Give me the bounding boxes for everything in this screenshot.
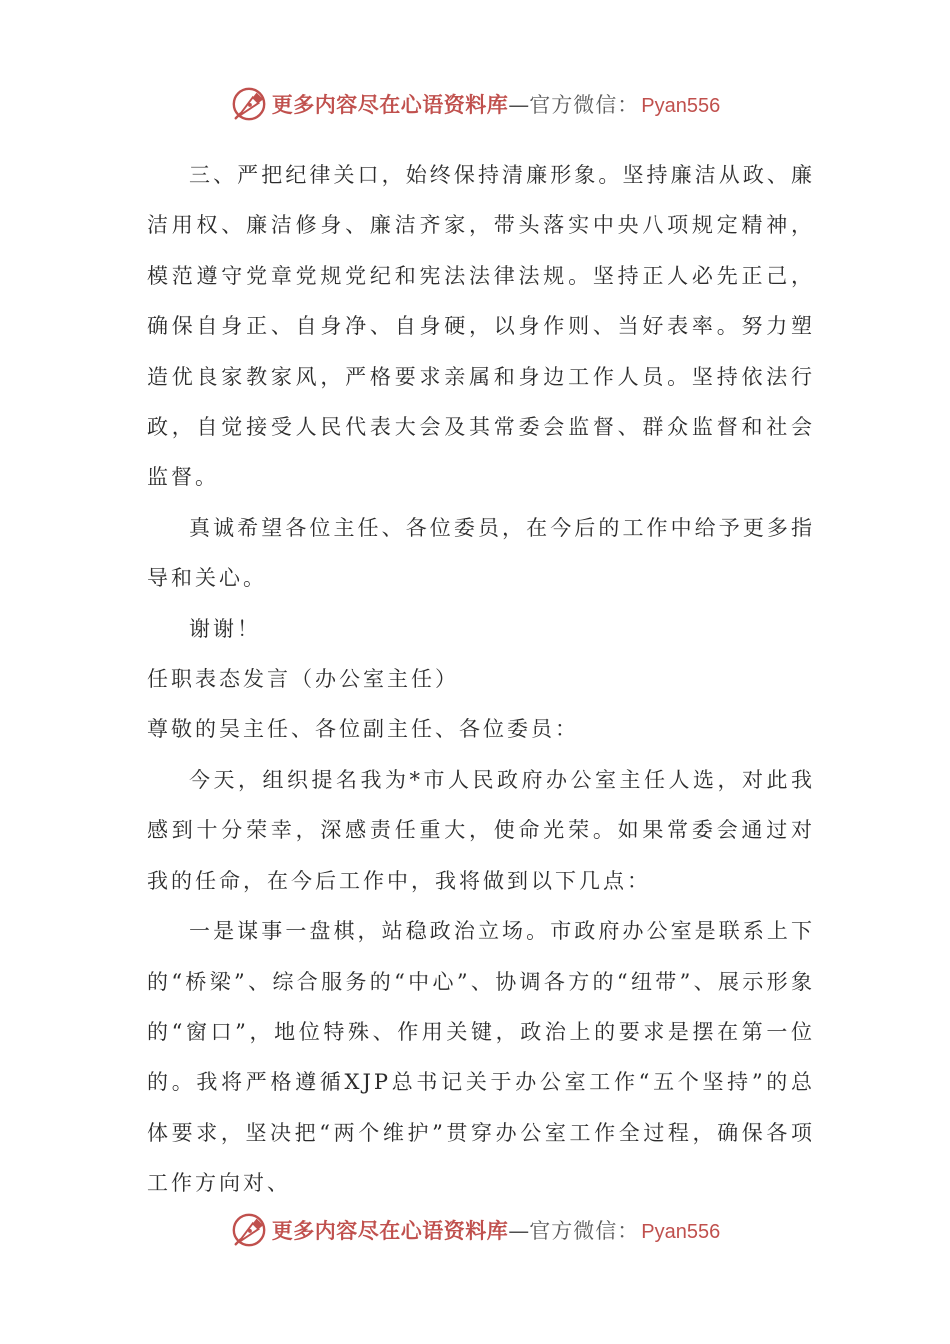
watermark-banner-top [0,84,950,124]
speech-title: 任职表态发言（办公室主任） [147,667,459,692]
watermark-brand: 更多内容尽在心语资料库 [271,1218,509,1243]
watermark-brand: 更多内容尽在心语资料库 [271,92,509,117]
paragraph-thanks: 谢谢！ [189,616,261,641]
paragraph-hope: 真诚希望各位主任、各位委员，在今后的工作中给予更多指导和关心。 [147,515,815,591]
salutation: 尊敬的吴主任、各位副主任、各位委员： [147,717,579,742]
watermark-wechat-label: 官方微信： [529,1219,640,1243]
paragraph-discipline: 三、严把纪律关口，始终保持清廉形象。坚持廉洁从政、廉洁用权、廉洁修身、廉洁齐家，带头落实中央八项规定精神，模范遵守党章党规党纪和宪法法律法规。坚持正人必先正己，确保自身正、自身净、自身硬，以身作则、当好表率。努力塑造优良家教家风，严格要求亲属和身边工作人员。坚持依法行政，自觉接受人民代表大会及其常委会监督、群众监督和社会监督。 [147,163,815,490]
watermark-wechat-id: Pyan556 [641,95,721,117]
document-body [147,150,815,1209]
watermark-banner-bottom [0,1210,950,1250]
pen-nib-logo-icon [230,85,268,123]
watermark-dash: — [508,93,530,117]
pen-nib-logo-icon [230,1211,268,1249]
watermark-wechat-id: Pyan556 [641,1221,721,1243]
watermark-wechat-label: 官方微信： [529,93,640,117]
paragraph-point-one: 一是谋事一盘棋，站稳政治立场。市政府办公室是联系上下的“桥梁”、综合服务的“中心”、协调各方的“纽带”、展示形象的“窗口”，地位特殊、作用关键，政治上的要求是摆在第一位的。我将严格遵循XJP总书记关于办公室工作“五个坚持”的总体要求，坚决把“两个维护”贯穿办公室工作全过程，确保各项工作方向对、 [147,919,815,1196]
watermark-dash: — [508,1219,530,1243]
paragraph-intro: 今天，组织提名我为*市人民政府办公室主任人选，对此我感到十分荣幸，深感责任重大，使命光荣。如果常委会通过对我的任命，在今后工作中，我将做到以下几点： [147,767,815,893]
